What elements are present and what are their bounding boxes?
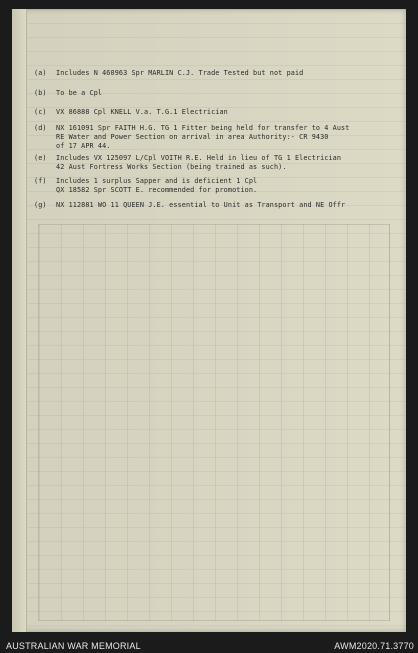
footer-source: AUSTRALIAN WAR MEMORIAL — [6, 641, 141, 651]
page-spine — [12, 9, 27, 632]
note-b — [34, 89, 404, 98]
note-d — [34, 124, 404, 151]
note-e — [34, 154, 404, 172]
footer-accession-number: AWM2020.71.3770 — [334, 641, 414, 651]
note-line: To be a Cpl — [56, 89, 103, 97]
note-line: QX 18582 Spr SCOTT E. recommended for promotion. — [56, 186, 258, 194]
note-line: RE Water and Power Section on arrival in area Authority:- CR 9430 — [56, 133, 329, 141]
note-line: VX 86888 Cpl KNELL V.a. T.G.1 Electrician — [56, 108, 228, 116]
note-line: Includes 1 surplus Sapper and is deficient 1 Cpl — [56, 177, 258, 185]
note-c — [34, 108, 404, 117]
note-line: NX 161091 Spr FAITH H.G. TG 1 Fitter being held for transfer to 4 Aust — [56, 124, 350, 132]
note-label: (b) — [34, 89, 47, 97]
note-a — [34, 69, 404, 78]
note-line: Includes N 460963 Spr MARLIN C.J. Trade Tested but not paid — [56, 69, 304, 77]
note-line: of 17 APR 44. — [56, 142, 111, 150]
note-g — [34, 201, 404, 210]
note-label: (c) — [34, 108, 47, 116]
note-line: Includes VX 125097 L/Cpl VOITH R.E. Held in lieu of TG 1 Electrician — [56, 154, 342, 162]
note-line: NX 112881 WO 11 QUEEN J.E. essential to Unit as Transport and NE Offr — [56, 201, 346, 209]
note-line: 42 Aust Fortress Works Section (being trained as such). — [56, 163, 287, 171]
bleed-through-table — [38, 224, 390, 621]
note-f — [34, 177, 404, 195]
note-label: (a) — [34, 69, 47, 77]
note-label: (d) — [34, 124, 47, 132]
note-label: (e) — [34, 154, 47, 162]
note-label: (f) — [34, 177, 47, 185]
note-label: (g) — [34, 201, 47, 209]
document-sheet — [12, 9, 406, 632]
